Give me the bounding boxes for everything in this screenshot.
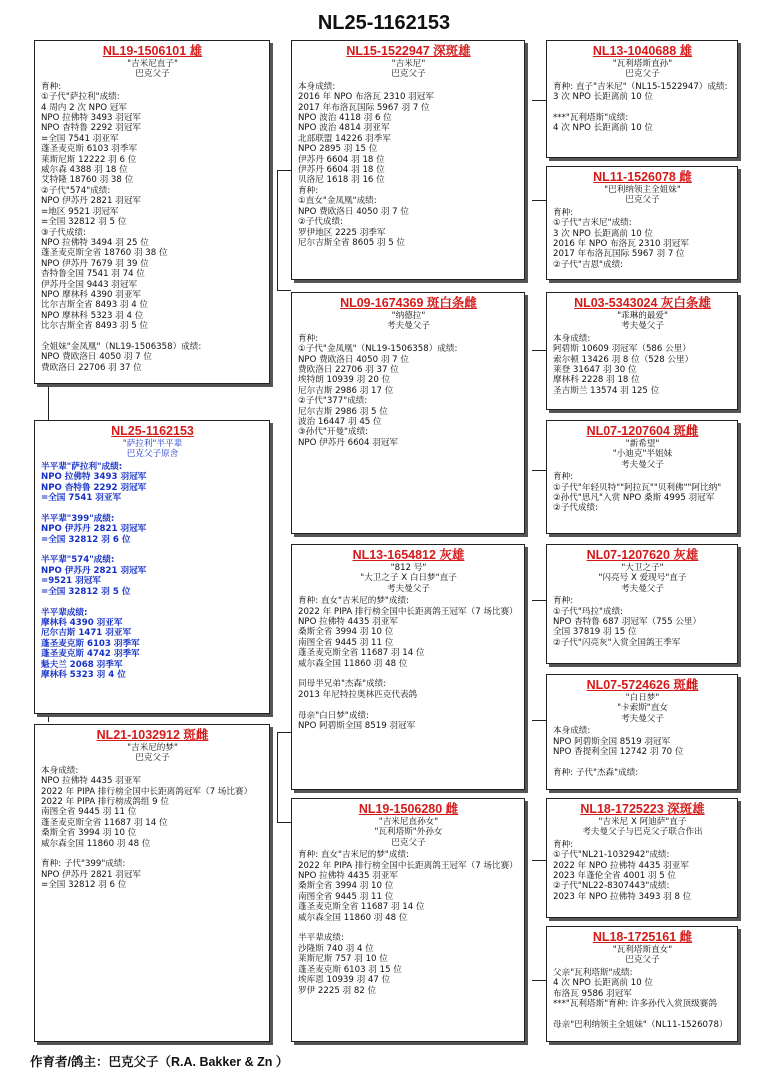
sire-name: "吉米尼直子" 巴克父子 (127, 59, 178, 80)
maternal-grandsire-name: "812 号" "大卫之子 X 白日梦"直子 考夫曼父子 (360, 563, 457, 594)
paternal-grandsire-name: "吉米尼" 巴克父子 (391, 59, 426, 80)
connector-line (532, 860, 546, 861)
subject-name: "萨拉利"半平辈 巴克父子原舍 (122, 439, 183, 460)
ancestor-2-ring-number: NL11-1526078 雌 (593, 170, 692, 184)
ancestor-card-8 (546, 926, 738, 1042)
ancestor-card-6 (546, 674, 738, 790)
paternal-granddam-name: "纳德拉" 考夫曼父子 (387, 311, 430, 332)
subject-details: 半平辈"萨拉利"成绩: NPO 拉佛特 3493 羽冠军 NPO 杳特鲁 2292 羽冠军 =全国 7541 羽亚军 半平辈"399"成绩: NPO 伊苏丹 2821 羽冠军 =全国 32812 羽 6 位 半平辈"574"成绩: NPO 伊苏丹 2821 羽冠军 =9521 羽冠军 =全国 32812 羽 5 位 半平辈成绩: 摩林科 4390 羽亚军 尼尔吉斯 1471 羽亚军 蓬圣麦克斯 6103 羽季军 蓬圣麦克斯 4742 羽季军 魁夫兰 2068 羽季军 摩林科 5323 羽 4 位 (41, 461, 147, 680)
connector-line (277, 732, 278, 822)
ancestor-8-details: 父亲"瓦利塔斯"成绩: 4 次 NPO 长距离前 10 位 布洛瓦 9586 羽冠军 ***"瓦利塔斯"育种: 许多孙代入赏顶级赛鸽 母亲"巴利纳领主全姐妹"（NL11-1526078） (553, 967, 728, 1030)
paternal-grandsire-ring-number: NL15-1522947 深斑雄 (346, 44, 471, 58)
ancestor-card-2 (546, 166, 738, 280)
ancestor-7-ring-number: NL18-1725223 深斑雄 (580, 802, 705, 816)
ancestor-1-details: 育种: 直子"吉米尼"（NL15-1522947）成绩: 3 次 NPO 长距离前 10 位 ***"瓦利塔斯"成绩: 4 次 NPO 长距离前 10 位 (553, 81, 728, 134)
dam-name: "吉米尼的梦" 巴克父子 (127, 743, 178, 764)
ancestor-1-ring-number: NL13-1040688 雄 (592, 44, 693, 58)
maternal-granddam-name: "吉米尼直孙女" "瓦利塔斯"外孙女 巴克父子 (374, 817, 443, 848)
ancestor-5-ring-number: NL07-1207620 灰雄 (586, 548, 699, 562)
ancestor-2-name: "巴利纳领主全姐妹" 巴克父子 (604, 185, 681, 206)
ancestor-6-name: "白日梦" "卡索斯"直女 考夫曼父子 (617, 693, 668, 724)
ancestor-card-5 (546, 544, 738, 664)
ancestor-1-name: "瓦利塔斯直孙" 巴克父子 (612, 59, 673, 80)
ancestor-card-1 (546, 40, 738, 158)
ancestor-4-details: 育种: ①子代"年轻贝特""阿拉瓦""贝利佛""阿比纳" ②孙代"思凡"入赏 NPO 桑斯 4995 羽冠军 ②子代成绩: (553, 472, 722, 514)
maternal-granddam-details: 育种: 直女"吉米尼的梦"成绩: 2022 年 PIPA 排行榜全国中长距离鸽王冠军（7 场比赛） NPO 拉佛特 4435 羽亚军 桑斯全省 3994 羽 10 位 南图全省 9445 羽 11 位 蓬圣麦克斯全省 11687 羽 14 位 威尔森全国 11860 羽 48 位 半平辈成绩: 沙隆斯 740 羽 4 位 莱斯尼斯 757 羽 10 位 蓬圣麦克斯 6103 羽 15 位 埃库恩 10939 羽 47 位 罗伊 2225 羽 82 位 (298, 850, 518, 996)
ancestor-5-details: 育种: ①子代"玛拉"成绩: NPO 杳特鲁 687 羽冠军（755 公里） 全国 37819 羽 15 位 ②子代"闪亮灰"入赏全国鸽王季军 (553, 596, 702, 648)
connector-line (532, 100, 546, 101)
ancestor-3-ring-number: NL03-5343024 灰白条雄 (574, 296, 711, 310)
ancestor-4-ring-number: NL07-1207604 斑雌 (586, 424, 699, 438)
ancestor-card-4 (546, 420, 738, 534)
connector-line (532, 600, 546, 601)
ancestor-card-3 (546, 292, 738, 410)
paternal-grandsire-details: 本身成绩: 2016 年 NPO 布洛瓦 2310 羽冠军 2017 年布洛瓦国际 5967 羽 7 位 NPO 波治 4118 羽 6 位 NPO 波治 4814 羽亚军 北部联盟 14226 羽季军 NPO 2895 羽 15 位 伊苏丹 6604 羽 18 位 伊苏丹 6604 羽 18 位 贝洛尼 1618 羽 16 位 育种: ①直女"金凤凰"成绩: NPO 费欧洛日 4050 羽 7 位 ②子代成绩: 罗伊地区 2225 羽季军 尼尔吉斯全省 8605 羽 5 位 (298, 81, 434, 248)
maternal-grandsire-ring-number: NL13-1654812 灰雄 (352, 548, 465, 562)
connector-line (532, 200, 546, 201)
ancestor-card-7 (546, 798, 738, 918)
paternal-granddam-details: 育种: ①子代"金凤凰"（NL19-1506358）成绩: NPO 费欧洛日 4050 羽 7 位 费欧洛日 22706 羽 37 位 埃特朗 10939 羽 20 位 尼尔吉斯 2986 羽 17 位 ②子代"377"成绩: 尼尔吉斯 2986 羽 5 位 波治 16447 羽 45 位 ③孙代"开曼"成绩: NPO 伊苏丹 6604 羽冠军 (298, 333, 458, 448)
maternal-granddam-ring-number: NL19-1506280 雌 (358, 802, 459, 816)
connector-line (532, 470, 546, 471)
connector-line (277, 290, 291, 291)
ancestor-4-name: "新希望" "小迪克"半姐妹 考夫曼父子 (612, 439, 673, 470)
ancestor-7-name: "吉米尼 X 阿迪萨"直子 考夫曼父子与巴克父子联合作出 (582, 817, 703, 838)
ancestor-8-name: "瓦利塔斯直女" 巴克父子 (612, 945, 673, 966)
pedigree-title: NL25-1162153 (317, 12, 451, 34)
paternal-granddam-card (291, 292, 525, 534)
ancestor-5-name: "大卫之子" "闪亮号 X 爱现号"直子 考夫曼父子 (598, 563, 687, 594)
dam-ring-number: NL21-1032912 斑雌 (96, 728, 209, 742)
connector-line (277, 170, 278, 290)
subject-card (34, 420, 270, 714)
connector-line (532, 720, 546, 721)
sire-card (34, 40, 270, 384)
connector-line (277, 822, 291, 823)
ancestor-8-ring-number: NL18-1725161 雌 (592, 930, 693, 944)
ancestor-3-details: 本身成绩: 阿碧斯 10609 羽冠军（586 公里） 索尔顿 13426 羽 8 位（528 公里） 莱登 31647 羽 30 位 摩林科 2228 羽 18 位 圣吉斯兰 13574 羽 125 位 (553, 333, 694, 396)
paternal-grandsire-card (291, 40, 525, 280)
ancestor-6-details: 本身成绩: NPO 阿碧斯全国 8519 羽冠军 NPO 香提利全国 12742 羽 70 位 育种: 子代"杰森"成绩: (553, 726, 684, 778)
maternal-grandsire-details: 育种: 直女"吉米尼的梦"成绩: 2022 年 PIPA 排行榜全国中长距离鸽王冠军（7 场比赛） NPO 拉佛特 4435 羽亚军 桑斯全省 3994 羽 10 位 南图全省 9445 羽 11 位 蓬圣麦克斯全省 11687 羽 14 位 威尔森全国 11860 羽 48 位 同母半兄弟"杰森"成绩: 2013 年尼特拉奥林匹克代表鸽 母亲"白日梦"成绩: NPO 阿碧斯全国 8519 羽冠军 (298, 596, 518, 732)
sire-ring-number: NL19-1506101 雄 (102, 44, 203, 58)
connector-line (532, 980, 546, 981)
ancestor-3-name: "乖琳的最爱" 考夫曼父子 (617, 311, 668, 332)
ancestor-7-details: 育种: ①子代"NL21-1032942"成绩: 2022 年 NPO 拉佛特 4435 羽亚军 2023 年蓬伦全省 4001 羽 5 位 ②子代"NL22-8307443"成绩: 2023 年 NPO 拉佛特 3493 羽 8 位 (553, 839, 692, 902)
connector-line (277, 732, 291, 733)
ancestor-6-ring-number: NL07-5724626 斑雌 (586, 678, 699, 692)
maternal-granddam-card (291, 798, 525, 1042)
connector-line (48, 386, 49, 420)
connector-line (277, 170, 291, 171)
maternal-grandsire-card (291, 544, 525, 790)
breeder-footer: 作育者/鸽主：巴克父子（R.A. Bakker & Zn ） (30, 1055, 289, 1069)
connector-line (532, 350, 546, 351)
dam-card (34, 724, 270, 1042)
ancestor-2-details: 育种: ①子代"吉米尼"成绩: 3 次 NPO 长距离前 10 位 2016 年 NPO 布洛瓦 2310 羽冠军 2017 年布洛瓦国际 5967 羽 7 位 ②子代"吉恩"成绩: (553, 207, 689, 270)
paternal-granddam-ring-number: NL09-1674369 斑白条雌 (340, 296, 477, 310)
sire-details: 育种: ①子代"萨拉利"成绩: 4 周内 2 次 NPO 冠军 NPO 拉佛特 3493 羽冠军 NPO 杳特鲁 2292 羽冠军 =全国 7541 羽亚军 蓬圣麦克斯 6103 羽季军 莱斯尼斯 12222 羽 6 位 威尔森 4388 羽 18 位 艾特隆 18760 羽 38 位 ②子代"574"成绩: NPO 伊苏丹 2821 羽冠军 =地区 9521 羽冠军 =全国 32812 羽 5 位 ③子代成绩: NPO 拉佛特 3494 羽 25 位 蓬圣麦克斯全省 18760 羽 38 位 NPO 伊苏丹 7679 羽 39 位 杳特鲁全国 7541 羽 74 位 伊苏丹全国 9443 羽冠军 NPO 摩林科 4390 羽亚军 比尔吉斯全省 8493 羽 4 位 NPO 摩林科 5323 羽 4 位 比尔吉斯全省 8493 羽 5 位 全姐妹"金凤凰"（NL19-1506358）成绩: NPO 费欧洛日 4050 羽 7 位 费欧洛日 22706 羽 37 位 (41, 81, 202, 373)
dam-details: 本身成绩: NPO 拉佛特 4435 羽亚军 2022 年 PIPA 排行榜全国中长距离鸽冠军（7 场比赛） 2022 年 PIPA 排行榜成鸽组 9 位 南图全省 9445 羽 11 位 蓬圣麦克斯全省 11687 羽 14 位 桑斯全省 3994 羽 10 位 威尔森全国 11860 羽 48 位 育种: 子代"399"成绩: NPO 伊苏丹 2821 羽冠军 =全国 32812 羽 6 位 (41, 765, 253, 891)
subject-ring-number: NL25-1162153 (111, 424, 194, 438)
